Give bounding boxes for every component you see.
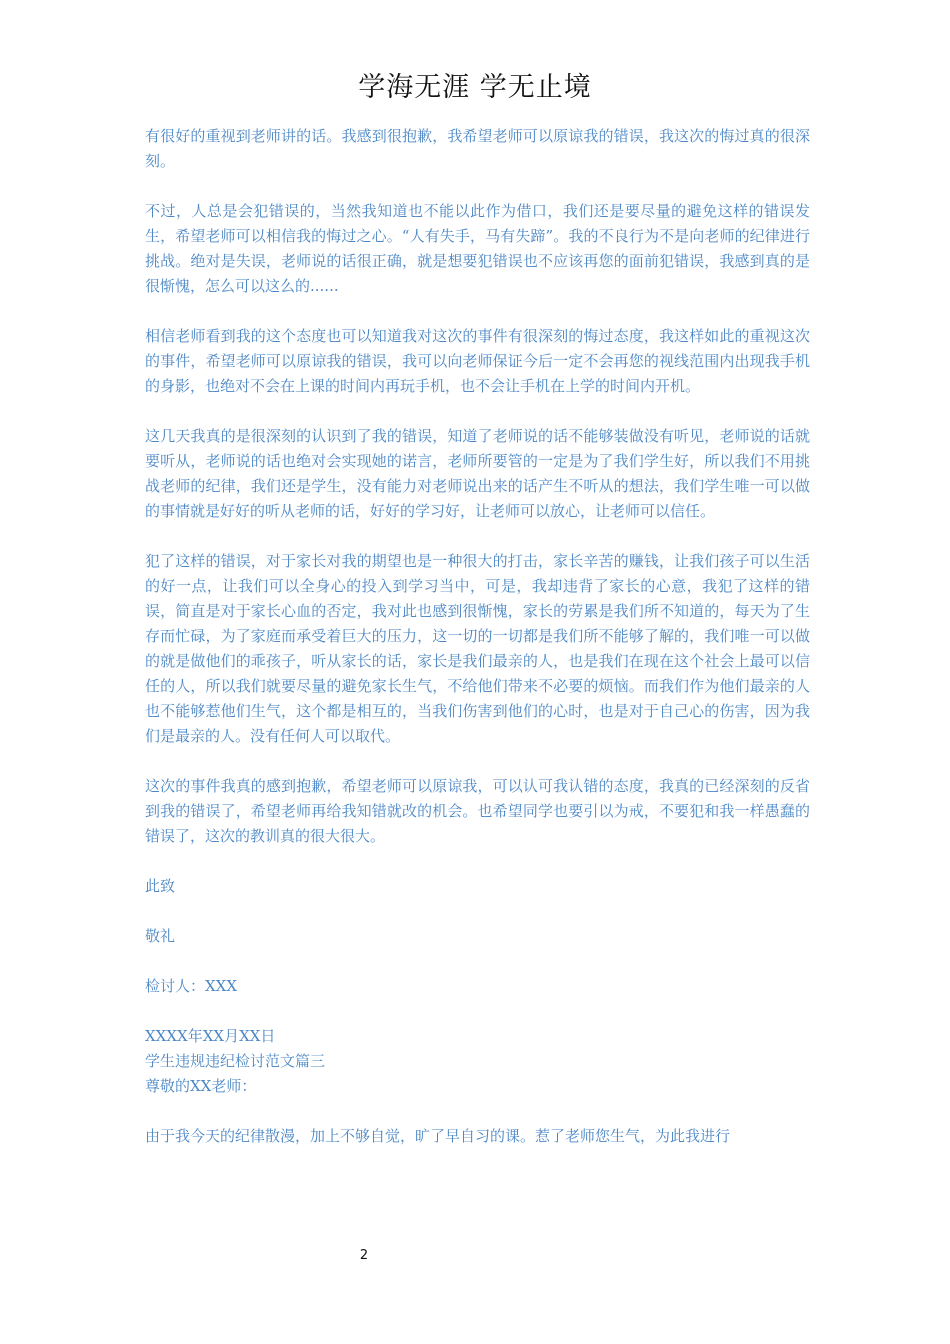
document-body	[145, 124, 810, 1149]
next-section-title: 学生违规违纪检讨范文篇三	[145, 1052, 326, 1070]
paragraph: 这几天我真的是很深刻的认识到了我的错误，知道了老师说的话不能够装做没有听见，老师说的话就要听从，老师说的话也绝对会实现她的诺言，老师所要管的一定是为了我们学生好，所以我们不用挑战老师的纪律，我们还是学生，没有能力对老师说出来的话产生不听从的想法，我们学生唯一可以做的事情就是好好的听从老师的话，好好的学习好，让老师可以放心，让老师可以信任。	[145, 427, 810, 520]
paragraph: 这次的事件我真的感到抱歉，希望老师可以原谅我，可以认可我认错的态度，我真的已经深刻的反省到我的错误了，希望老师再给我知错就改的机会。也希望同学也要引以为戒，不要犯和我一样愚蠢的错误了，这次的教训真的很大很大。	[145, 777, 810, 845]
paragraph: 犯了这样的错误，对于家长对我的期望也是一种很大的打击，家长辛苦的赚钱，让我们孩子可以生活的好一点，让我们可以全身心的投入到学习当中，可是，我却违背了家长的心意，我犯了这样的错误，简直是对于家长心血的否定，我对此也感到很惭愧，家长的劳累是我们所不知道的，每天为了生存而忙碌，为了家庭而承受着巨大的压力，这一切的一切都是我们所不能够了解的，我们唯一可以做的就是做他们的乖孩子，听从家长的话，家长是我们最亲的人，也是我们在现在这个社会上最可以信任的人，所以我们就要尽量的避免家长生气，不给他们带来不必要的烦恼。而我们作为他们最亲的人也不能够惹他们生气，这个都是相互的，当我们伤害到他们的心时，也是对于自己心的伤害，因为我们是最亲的人。没有任何人可以取代。	[145, 552, 810, 745]
paragraph: 不过，人总是会犯错误的，当然我知道也不能以此作为借口，我们还是要尽量的避免这样的错误发生，希望老师可以相信我的悔过之心。“人有失手，马有失蹄”。我的不良行为不是向老师的纪律进行挑战。绝对是失误，老师说的话很正确，就是想要犯错误也不应该再您的面前犯错误，我感到真的是很惭愧，怎么可以这么的......	[145, 202, 810, 295]
closing-respect: 敬礼	[145, 927, 176, 945]
page-number: 2	[359, 1248, 369, 1263]
date-line: XXXX年XX月XX日	[145, 1027, 276, 1045]
page-header-title: 学海无涯 学无止境	[358, 72, 592, 103]
signer-line: 检讨人：XXX	[145, 977, 238, 995]
closing-salutation: 此致	[145, 877, 176, 895]
next-section-greeting: 尊敬的XX老师：	[145, 1077, 257, 1095]
paragraph: 有很好的重视到老师讲的话。我感到很抱歉，我希望老师可以原谅我的错误，我这次的悔过真的很深刻。	[145, 127, 810, 170]
paragraph: 相信老师看到我的这个态度也可以知道我对这次的事件有很深刻的悔过态度，我这样如此的重视这次的事件，希望老师可以原谅我的错误，我可以向老师保证今后一定不会再您的视线范围内出现我手机的身影，也绝对不会在上课的时间内再玩手机，也不会让手机在上学的时间内开机。	[145, 327, 810, 395]
paragraph: 由于我今天的纪律散漫，加上不够自觉，旷了早自习的课。惹了老师您生气，为此我进行	[145, 1127, 731, 1145]
